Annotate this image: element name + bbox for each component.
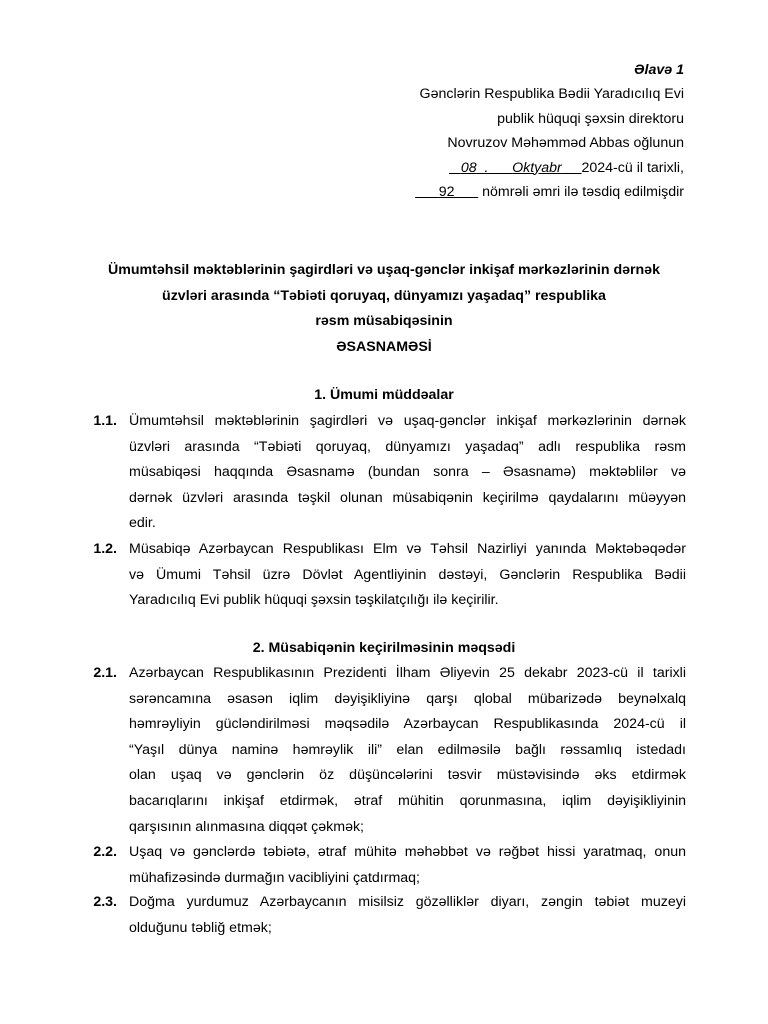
clause-number: 2.2. — [93, 844, 117, 860]
clause-line: olan uşaq və gənclərin öz düşüncələrini təsvir müstəvisində əks etdirmək — [129, 767, 686, 784]
clause-line: sərəncamına əsasən iqlim dəyişikliyinə qarşı qlobal mübarizədə beynəlxalq — [129, 690, 686, 707]
clause-text — [129, 840, 686, 891]
document-title — [64, 258, 704, 360]
date-dot: . — [484, 159, 489, 176]
clause-line: Uşaq və gənclərdə təbiətə, ətraf mühitə məhəbbət və rəğbət hissi yaratmaq, onun — [129, 844, 686, 860]
clause-number: 2.3. — [93, 894, 117, 910]
order-suffix: nömrəli əmri ilə təsdiq edilmişdir — [482, 184, 684, 201]
date-day: 08 — [460, 159, 477, 176]
clause-line: mühafizəsində durmağın vacibliyini çatdırmaq; — [129, 869, 420, 886]
clause-line: müsabiqəsi haqqında Əsasnamə (bundan sonra – Əsasnamə) məktəblilər və — [129, 464, 686, 481]
attachment-label: Əlavə 1 — [633, 62, 684, 78]
clause-line: olduğunu təbliğ etmək; — [129, 919, 272, 936]
title-heading: ƏSASNAMƏSİ — [336, 338, 432, 355]
clause-text — [129, 409, 686, 537]
title-line: üzvləri arasında “Təbiəti qoruyaq, dünyamızı yaşadaq” respublika — [162, 287, 606, 304]
clause-text — [129, 890, 686, 941]
clause-number: 2.1. — [93, 665, 117, 681]
clause-line: Azərbaycan Respublikasının Prezidenti İlham Əliyevin 25 dekabr 2023-cü il tarixli — [129, 665, 686, 681]
date-month: Oktyabr — [512, 159, 562, 176]
clause-line: qarşısının alınmasına diqqət çəkmək; — [129, 818, 365, 835]
clause-text — [129, 537, 686, 614]
clause-line: Müsabiqə Azərbaycan Respublikası Elm və Təhsil Nazirliyi yanında Məktəbəqədər — [129, 541, 686, 557]
order-number-blank — [415, 184, 478, 200]
approval-line: Gənclərin Respublika Bədii Yaradıcılıq Evi — [419, 86, 684, 103]
date-blank — [449, 160, 582, 176]
clause-line: “Yaşıl dünya naminə həmrəylik ili” elan edilməsilə bağlı rəssamlıq istedadı — [129, 741, 686, 758]
approval-line: Novruzov Məhəmməd Abbas oğlunun — [447, 135, 684, 152]
clause-line: və Ümumi Təhsil üzrə Dövlət Agentliyinin dəstəyi, Gənclərin Respublika Bədii — [129, 566, 686, 583]
clause-line: edir. — [129, 515, 156, 532]
date-suffix: 2024-cü il tarixli, — [581, 159, 684, 176]
clause-line: həmrəyliyin gücləndirilməsi məqsədilə Azərbaycan Respublikasında 2024-cü il — [129, 716, 686, 733]
section-1-heading: 1. Ümumi müddəalar — [314, 387, 454, 403]
clause-number: 1.1. — [93, 413, 117, 429]
clause-line: Doğma yurdumuz Azərbaycanın misilsiz gözəlliklər diyarı, zəngin təbiət muzeyi — [129, 894, 686, 910]
clause-text — [129, 661, 686, 840]
title-line: Ümumtəhsil məktəblərinin şagirdləri və uşaq-gənclər inkişaf mərkəzlərinin dərnək — [108, 262, 660, 278]
approval-order-line — [415, 180, 684, 204]
clause-number: 1.2. — [93, 541, 117, 557]
clause-line: dərnək üzvləri arasında təşkil olunan müsabiqənin keçirilmə qaydalarını müəyyən — [129, 489, 686, 506]
approval-line: publik hüquqi şəxsin direktoru — [497, 110, 684, 127]
clause-line: bacarıqlarını inkişaf etdirmək, ətraf mühitin qorunmasına, iqlim dəyişikliyinin — [129, 792, 686, 809]
section-2-heading: 2. Müsabiqənin keçirilməsinin məqsədi — [252, 640, 516, 656]
clause-line: üzvləri arasında “Təbiəti qoruyaq, dünyamızı yaşadaq” adlı respublika rəsm — [129, 438, 686, 455]
clause-line: Yaradıcılıq Evi publik hüquqi şəxsin təşkilatçılığı ilə keçirilir. — [129, 592, 499, 609]
order-number: 92 — [438, 184, 455, 201]
clause-line: Ümumtəhsil məktəblərinin şagirdləri və uşaq-gənclər inkişaf mərkəzlərinin dərnək — [129, 413, 686, 429]
approval-date-line — [415, 156, 684, 180]
approval-block — [415, 58, 684, 204]
title-line: rəsm müsabiqəsinin — [315, 313, 453, 329]
